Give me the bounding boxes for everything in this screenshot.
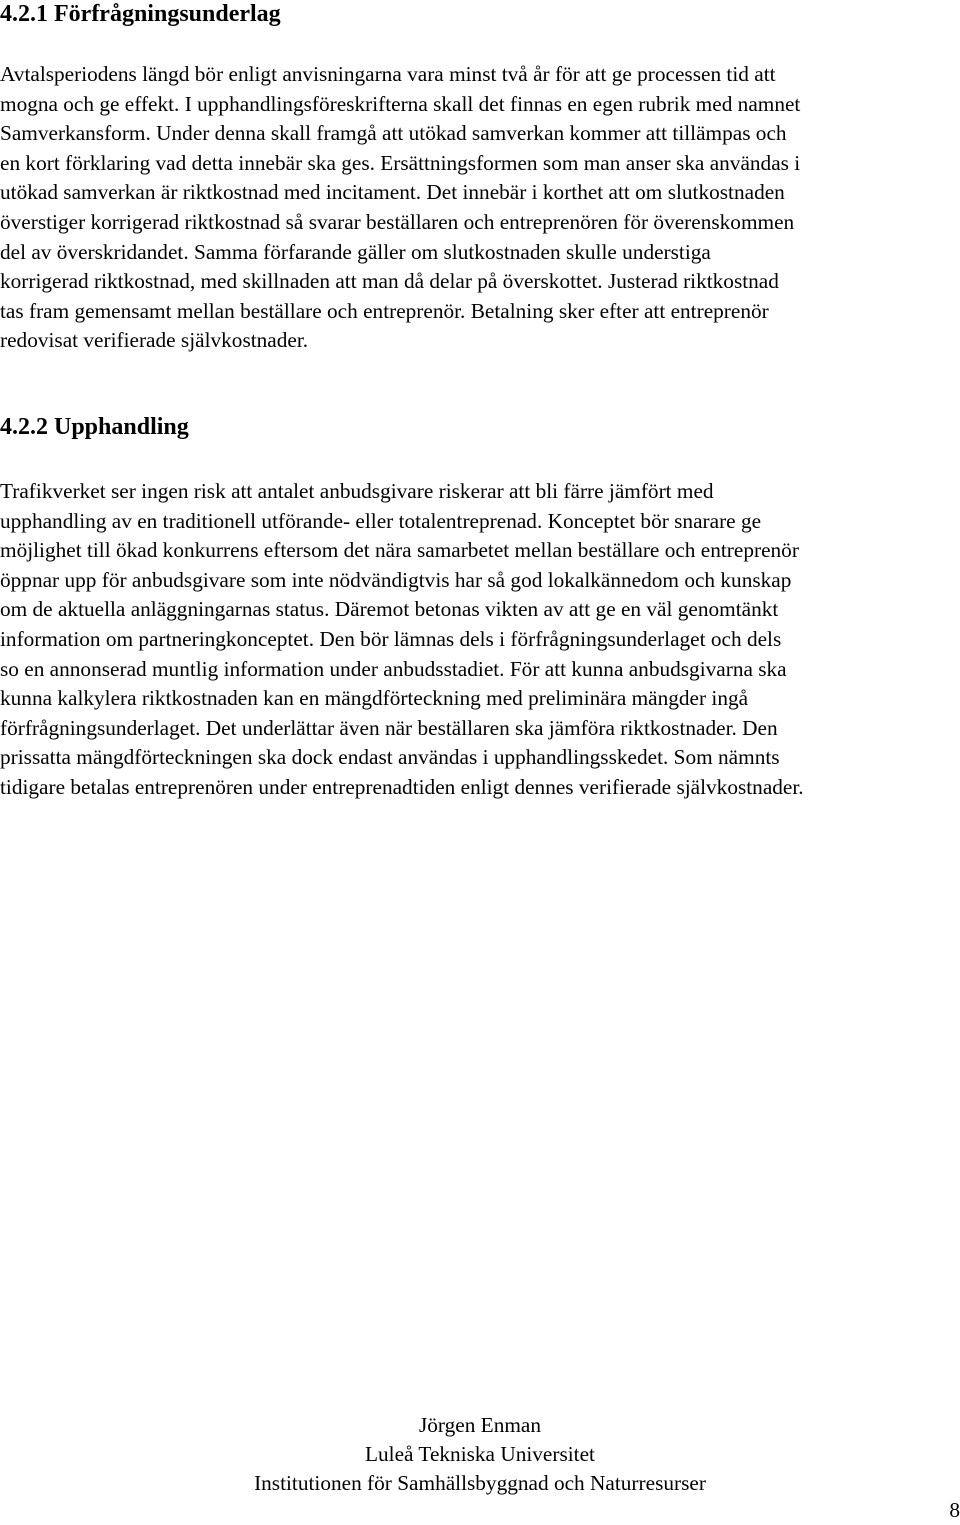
- paragraph-upphandling: [0, 477, 960, 803]
- text-line: korrigerad riktkostnad, med skillnaden att man då delar på överskottet. Justerad riktkostnad: [0, 269, 779, 294]
- text-line: Avtalsperiodens längd bör enligt anvisningarna vara minst två år för att ge processen tid att: [0, 62, 776, 86]
- text-line: tidigare betalas entreprenören under entreprenadtiden enligt dennes verifierade självkostnader.: [0, 774, 804, 799]
- text-line: kunna kalkylera riktkostnaden kan en mängdförteckning med preliminära mängder ingå: [0, 686, 749, 711]
- footer-university: Luleå Tekniska Universitet: [365, 1442, 595, 1466]
- footer-department: Institutionen för Samhällsbyggnad och Naturresurser: [254, 1471, 706, 1495]
- text-line: en kort förklaring vad detta innebär ska ges. Ersättningsformen som man anser ska användas i: [0, 150, 801, 175]
- text-line: Samverkansform. Under denna skall framgå att utökad samverkan kommer att tillämpas och: [0, 121, 787, 146]
- text-line: förfrågningsunderlaget. Det underlättar även när beställaren ska jämföra riktkostnader. Den: [0, 715, 778, 740]
- text-line: överstiger korrigerad riktkostnad så svarar beställaren och entreprenören för överenskommen: [0, 209, 795, 234]
- footer-author: Jörgen Enman: [418, 1413, 542, 1437]
- section-heading-forfragningsunderlag: 4.2.1 Förfrågningsunderlag: [0, 1, 281, 27]
- text-line: tas fram gemensamt mellan beställare och entreprenör. Betalning sker efter att entreprenör: [0, 298, 769, 323]
- text-line: del av överskridandet. Samma förfarande gäller om slutkostnaden skulle understiga: [0, 239, 711, 264]
- text-line: so en annonserad muntlig information under anbudsstadiet. För att kunna anbudsgivarna ska: [0, 656, 787, 681]
- text-line: utökad samverkan är riktkostnad med incitament. Det innebär i korthet att om slutkostnaden: [0, 180, 785, 205]
- page-number: 8: [949, 1498, 960, 1522]
- text-line: möjlighet till ökad konkurrens eftersom det nära samarbetet mellan beställare och entreprenör: [0, 538, 799, 563]
- paragraph-forfragningsunderlag: [0, 60, 960, 356]
- text-line: redovisat verifierade självkostnader.: [0, 328, 309, 353]
- section-heading-upphandling: 4.2.2 Upphandling: [0, 414, 189, 440]
- page-footer: [0, 1411, 960, 1498]
- text-line: Trafikverket ser ingen risk att antalet anbudsgivare riskerar att bli färre jämfört med: [0, 479, 714, 503]
- text-line: prissatta mängdförteckningen ska dock endast användas i upphandlingsskedet. Som nämnts: [0, 745, 780, 770]
- text-line: mogna och ge effekt. I upphandlingsföreskrifterna skall det finnas en egen rubrik med namnet: [0, 91, 801, 116]
- text-line: information om partneringkonceptet. Den bör lämnas dels i förfrågningsunderlaget och dels: [0, 626, 782, 651]
- text-line: upphandling av en traditionell utförande- eller totalentreprenad. Konceptet bör snarare ge: [0, 508, 762, 533]
- text-line: öppnar upp för anbudsgivare som inte nödvändigtvis har så god lokalkännedom och kunskap: [0, 567, 792, 592]
- text-line: om de aktuella anläggningarnas status. Däremot betonas vikten av att ge en väl genomtänkt: [0, 597, 779, 622]
